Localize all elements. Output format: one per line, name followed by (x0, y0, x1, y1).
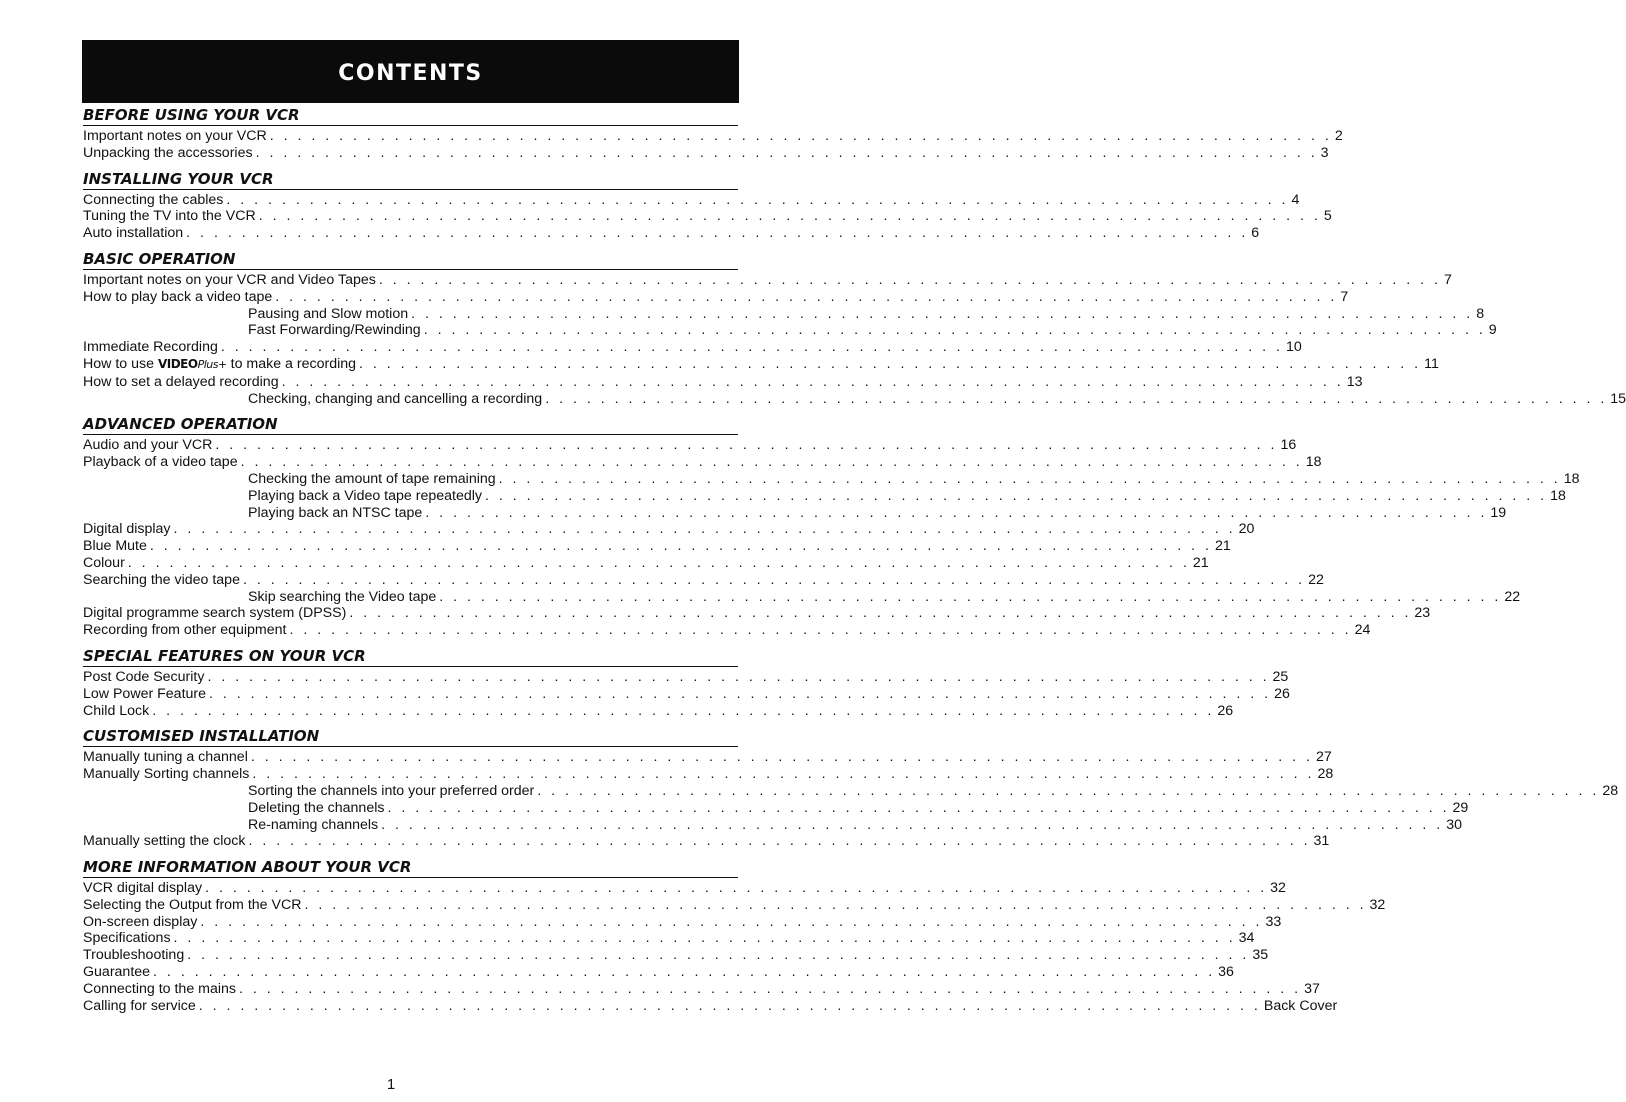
toc-entry[interactable] (83, 521, 1255, 538)
entry-page: 16 (1280, 437, 1297, 454)
toc-entry[interactable] (83, 749, 1332, 766)
entry-page: 7 (1443, 271, 1452, 288)
leader-dots: . . . . . . . . . . . . . . . . . . . . . . . . . . . . . . . . . . . . . . . . . . . . . . . . . . . . . . . . . . . . . . . . . . . . . . . . . . . . . (250, 749, 1313, 766)
page-title: CONTENTS (338, 61, 483, 86)
entry-label: Audio and your VCR (83, 437, 213, 454)
toc-entry[interactable] (83, 947, 1269, 964)
toc-entry[interactable] (83, 128, 1343, 145)
entry-label: Digital programme search system (DPSS) (83, 605, 347, 622)
entry-page: 11 (1424, 355, 1439, 372)
leader-dots: . . . . . . . . . . . . . . . . . . . . . . . . . . . . . . . . . . . . . . . . . . . . . . . . . . . . . . . . . . . . . . . . . . . . . . . . . . . . . (248, 833, 1311, 850)
toc-entry[interactable] (83, 668, 1289, 686)
entry-page: 2 (1334, 128, 1343, 144)
leader-dots: . . . . . . . . . . . . . . . . . . . . . . . . . . . . . . . . . . . . . . . . . . . . . . . . . . . . . . . . . . . . . . . . . . . . . . . . . . . . . (173, 930, 1236, 947)
toc-section (83, 726, 1619, 850)
entry-page: 37 (1304, 980, 1320, 997)
toc-entry[interactable] (83, 880, 1286, 897)
section-heading: CUSTOMISED INSTALLATION (83, 726, 738, 747)
entry-label: Colour (83, 554, 125, 571)
entry-label: Pausing and Slow motion (248, 305, 409, 322)
leader-dots: . . . . . . . . . . . . . . . . . . . . . . . . . . . . . . . . . . . . . . . . . . . . . . . . . . . . . . . . . . . . . . . . . . . . . . . . . . . . . (215, 437, 1278, 454)
entry-page: 6 (1251, 225, 1260, 242)
videoplus-logo (158, 357, 227, 371)
toc-entry[interactable] (83, 605, 1431, 622)
entry-label: Manually tuning a channel (83, 749, 248, 766)
entry-label: Specifications (83, 930, 171, 947)
entry-page: 4 (1291, 191, 1300, 208)
entry-page: 8 (1476, 305, 1485, 322)
entry-page: 35 (1252, 947, 1269, 964)
toc-entry[interactable] (83, 339, 1302, 356)
toc-entry[interactable] (83, 538, 1231, 555)
table-of-contents (83, 105, 1626, 1021)
leader-dots: . . . . . . . . . . . . . . . . . . . . . . . . . . . . . . . . . . . . . . . . . . . . . . . . . . . . . . . . . . . . . . . . . . . . . . . . . . . . . (240, 454, 1303, 471)
leader-dots: . . . . . . . . . . . . . . . . . . . . . . . . . . . . . . . . . . . . . . . . . . . . . . . . . . . . . . . . . . . . . . . . . . . . . . . . . . . . . (269, 128, 1332, 144)
toc-entry[interactable] (83, 305, 1485, 323)
toc-entry[interactable] (83, 504, 1507, 522)
section-heading: BEFORE USING YOUR VCR (83, 105, 738, 126)
toc-section (83, 169, 1332, 242)
leader-dots: . . . . . . . . . . . . . . . . . . . . . . . . . . . . . . . . . . . . . . . . . . . . . . . . . . . . . . . . . . . . . . . . . . . . . . . . . . . . . (209, 685, 1272, 702)
entry-label: Post Code Security (83, 668, 205, 685)
entry-page: 15 (1610, 390, 1626, 407)
entry-label: Connecting the cables (83, 191, 224, 208)
entry-label: Immediate Recording (83, 339, 218, 356)
entry-label: Guarantee (83, 964, 151, 981)
entry-label: Recording from other equipment (83, 622, 287, 639)
entry-page: 36 (1218, 964, 1234, 981)
toc-section (83, 105, 1343, 162)
entry-page: 7 (1340, 288, 1349, 305)
entry-page: 22 (1308, 571, 1324, 588)
entry-page: 9 (1488, 322, 1497, 339)
entry-label-text: How to use (83, 355, 154, 372)
toc-entry[interactable] (83, 373, 1363, 391)
toc-entry[interactable] (83, 913, 1282, 931)
toc-entry[interactable] (83, 322, 1497, 339)
entry-page: 26 (1217, 702, 1234, 719)
leader-dots: . . . . . . . . . . . . . . . . . . . . . . . . . . . . . . . . . . . . . . . . . . . . . . . . . . . . . . . . . . . . . . . . . . . . . . . . . . . . . (205, 880, 1268, 897)
toc-entry[interactable] (83, 554, 1209, 572)
entry-label: Playback of a video tape (83, 454, 238, 471)
entry-label: How to play back a video tape (83, 288, 273, 305)
entry-page: 32 (1270, 880, 1286, 897)
toc-entry[interactable] (83, 997, 1338, 1015)
leader-dots: . . . . . . . . . . . . . . . . . . . . . . . . . . . . . . . . . . . . . . . . . . . . . . . . . . . . . . . . . . . . . . . . . . . . . . . . . . . . . (387, 799, 1450, 816)
leader-dots: . . . . . . . . . . . . . . . . . . . . . . . . . . . . . . . . . . . . . . . . . . . . . . . . . . . . . . . . . . . . . . . . . . . . . . . . . . . . . (381, 816, 1444, 833)
entry-page: 33 (1265, 913, 1282, 930)
videoplus-logo-text: VIDEO (157, 356, 198, 371)
contents-banner (82, 40, 739, 103)
toc-entry[interactable] (83, 487, 1566, 505)
entry-page: Back Cover (1263, 997, 1338, 1014)
entry-page: 21 (1214, 538, 1231, 555)
leader-dots: . . . . . . . . . . . . . . . . . . . . . . . . . . . . . . . . . . . . . . . . . . . . . . . . . . . . . . . . . . . . . . . . . . . . . . . . . . . . . (359, 355, 1422, 372)
entry-label: Calling for service (83, 997, 196, 1014)
leader-dots: . . . . . . . . . . . . . . . . . . . . . . . . . . . . . . . . . . . . . . . . . . . . . . . . . . . . . . . . . . . . . . . . . . . . . . . . . . . . . (411, 305, 1474, 322)
leader-dots: . . . . . . . . . . . . . . . . . . . . . . . . . . . . . . . . . . . . . . . . . . . . . . . . . . . . . . . . . . . . . . . . . . . . . . . . . . . . . (207, 668, 1270, 685)
leader-dots: . . . . . . . . . . . . . . . . . . . . . . . . . . . . . . . . . . . . . . . . . . . . . . . . . . . . . . . . . . . . . . . . . . . . . . . . . . . . . (152, 702, 1215, 719)
toc-entry[interactable] (83, 571, 1324, 589)
entry-label: Blue Mute (83, 538, 147, 555)
entry-label: Child Lock (83, 702, 150, 719)
toc-entry[interactable] (83, 702, 1234, 720)
section-heading: SPECIAL FEATURES ON YOUR VCR (83, 646, 738, 667)
toc-entry[interactable] (83, 766, 1334, 783)
entry-label: Playing back a Video tape repeatedly (248, 487, 482, 504)
toc-entry[interactable] (83, 191, 1300, 209)
leader-dots: . . . . . . . . . . . . . . . . . . . . . . . . . . . . . . . . . . . . . . . . . . . . . . . . . . . . . . . . . . . . . . . . . . . . . . . . . . . . . (252, 766, 1315, 783)
toc-section (83, 857, 1386, 1014)
toc-entry[interactable] (83, 622, 1371, 639)
leader-dots: . . . . . . . . . . . . . . . . . . . . . . . . . . . . . . . . . . . . . . . . . . . . . . . . . . . . . . . . . . . . . . . . . . . . . . . . . . . . . (304, 896, 1367, 913)
entry-label: Checking, changing and cancelling a recording (248, 390, 543, 407)
leader-dots: . . . . . . . . . . . . . . . . . . . . . . . . . . . . . . . . . . . . . . . . . . . . . . . . . . . . . . . . . . . . . . . . . . . . . . . . . . . . . (289, 622, 1352, 639)
leader-dots: . . . . . . . . . . . . . . . . . . . . . . . . . . . . . . . . . . . . . . . . . . . . . . . . . . . . . . . . . . . . . . . . . . . . . . . . . . . . . (173, 521, 1236, 538)
toc-entry[interactable] (83, 454, 1322, 471)
entry-page: 18 (1550, 487, 1566, 504)
videoplus-logo-suffix: Plus+ (197, 357, 227, 371)
entry-label: Fast Forwarding/Rewinding (248, 322, 421, 339)
entry-page: 29 (1452, 799, 1469, 816)
leader-dots: . . . . . . . . . . . . . . . . . . . . . . . . . . . . . . . . . . . . . . . . . . . . . . . . . . . . . . . . . . . . . . . . . . . . . . . . . . . . . (423, 322, 1486, 339)
section-heading: BASIC OPERATION (83, 249, 738, 270)
toc-entry[interactable] (83, 144, 1329, 162)
entry-page: 30 (1446, 816, 1463, 833)
entry-page: 28 (1317, 766, 1334, 783)
entry-label: Manually setting the clock (83, 833, 246, 850)
entry-label (83, 356, 356, 374)
entry-label: Checking the amount of tape remaining (248, 470, 496, 487)
toc-entry[interactable] (83, 208, 1332, 225)
toc-section (83, 249, 1626, 407)
leader-dots: . . . . . . . . . . . . . . . . . . . . . . . . . . . . . . . . . . . . . . . . . . . . . . . . . . . . . . . . . . . . . . . . . . . . . . . . . . . . . (239, 980, 1302, 997)
entry-label: Sorting the channels into your preferred order (248, 782, 535, 799)
entry-page: 13 (1346, 373, 1363, 390)
entry-label: Digital display (83, 521, 171, 538)
page-number: 1 (386, 1076, 396, 1093)
entry-page: 31 (1313, 833, 1330, 850)
toc-entry[interactable] (83, 470, 1580, 488)
entry-label: Connecting to the mains (83, 980, 237, 997)
section-heading: ADVANCED OPERATION (83, 414, 738, 435)
entry-page: 23 (1414, 605, 1431, 622)
entry-page: 10 (1285, 339, 1302, 356)
leader-dots: . . . . . . . . . . . . . . . . . . . . . . . . . . . . . . . . . . . . . . . . . . . . . . . . . . . . . . . . . . . . . . . . . . . . . . . . . . . . . (258, 208, 1321, 225)
leader-dots: . . . . . . . . . . . . . . . . . . . . . . . . . . . . . . . . . . . . . . . . . . . . . . . . . . . . . . . . . . . . . . . . . . . . . . . . . . . . . (439, 588, 1502, 605)
entry-label: Playing back an NTSC tape (248, 504, 423, 521)
entry-page: 21 (1192, 554, 1209, 571)
leader-dots: . . . . . . . . . . . . . . . . . . . . . . . . . . . . . . . . . . . . . . . . . . . . . . . . . . . . . . . . . . . . . . . . . . . . . . . . . . . . . (226, 191, 1289, 208)
leader-dots: . . . . . . . . . . . . . . . . . . . . . . . . . . . . . . . . . . . . . . . . . . . . . . . . . . . . . . . . . . . . . . . . . . . . . . . . . . . . . (498, 470, 1561, 487)
toc-entry[interactable] (83, 799, 1469, 817)
leader-dots: . . . . . . . . . . . . . . . . . . . . . . . . . . . . . . . . . . . . . . . . . . . . . . . . . . . . . . . . . . . . . . . . . . . . . . . . . . . . . (545, 390, 1608, 407)
toc-entry[interactable] (83, 930, 1255, 947)
entry-label: Important notes on your VCR and Video Tapes (83, 271, 376, 288)
toc-entry[interactable] (83, 896, 1386, 914)
leader-dots: . . . . . . . . . . . . . . . . . . . . . . . . . . . . . . . . . . . . . . . . . . . . . . . . . . . . . . . . . . . . . . . . . . . . . . . . . . . . . (200, 913, 1263, 930)
leader-dots: . . . . . . . . . . . . . . . . . . . . . . . . . . . . . . . . . . . . . . . . . . . . . . . . . . . . . . . . . . . . . . . . . . . . . . . . . . . . . (242, 571, 1306, 588)
entry-label: Important notes on your VCR (83, 128, 267, 144)
entry-label: Re-naming channels (248, 816, 379, 833)
leader-dots: . . . . . . . . . . . . . . . . . . . . . . . . . . . . . . . . . . . . . . . . . . . . . . . . . . . . . . . . . . . . . . . . . . . . . . . . . . . . . (537, 782, 1600, 799)
leader-dots: . . . . . . . . . . . . . . . . . . . . . . . . . . . . . . . . . . . . . . . . . . . . . . . . . . . . . . . . . . . . . . . . . . . . . . . . . . . . . (281, 373, 1344, 390)
leader-dots: . . . . . . . . . . . . . . . . . . . . . . . . . . . . . . . . . . . . . . . . . . . . . . . . . . . . . . . . . . . . . . . . . . . . . . . . . . . . . (127, 554, 1190, 571)
leader-dots: . . . . . . . . . . . . . . . . . . . . . . . . . . . . . . . . . . . . . . . . . . . . . . . . . . . . . . . . . . . . . . . . . . . . . . . . . . . . . (220, 339, 1283, 356)
entry-label: Deleting the channels (248, 799, 385, 816)
toc-entry[interactable] (83, 980, 1320, 998)
toc-entry[interactable] (83, 685, 1290, 703)
entry-label: Unpacking the accessories (83, 144, 253, 161)
entry-page: 20 (1238, 521, 1255, 538)
entry-page: 26 (1274, 685, 1290, 702)
entry-page: 32 (1369, 896, 1386, 913)
entry-page: 5 (1323, 208, 1332, 225)
leader-dots: . . . . . . . . . . . . . . . . . . . . . . . . . . . . . . . . . . . . . . . . . . . . . . . . . . . . . . . . . . . . . . . . . . . . . . . . . . . . . (186, 225, 1249, 242)
leader-dots: . . . . . . . . . . . . . . . . . . . . . . . . . . . . . . . . . . . . . . . . . . . . . . . . . . . . . . . . . . . . . . . . . . . . . . . . . . . . . (425, 504, 1488, 521)
entry-label: VCR digital display (83, 880, 203, 897)
entry-page: 34 (1238, 930, 1255, 947)
leader-dots: . . . . . . . . . . . . . . . . . . . . . . . . . . . . . . . . . . . . . . . . . . . . . . . . . . . . . . . . . . . . . . . . . . . . . . . . . . . . . (198, 997, 1261, 1014)
entry-label: Tuning the TV into the VCR (83, 208, 256, 225)
entry-page: 22 (1504, 588, 1521, 605)
entry-label: Low Power Feature (83, 685, 207, 702)
toc-entry[interactable] (83, 437, 1297, 454)
toc-entry[interactable] (83, 964, 1234, 981)
entry-label: Troubleshooting (83, 947, 185, 964)
leader-dots: . . . . . . . . . . . . . . . . . . . . . . . . . . . . . . . . . . . . . . . . . . . . . . . . . . . . . . . . . . . . . . . . . . . . . . . . . . . . . (255, 144, 1318, 161)
leader-dots: . . . . . . . . . . . . . . . . . . . . . . . . . . . . . . . . . . . . . . . . . . . . . . . . . . . . . . . . . . . . . . . . . . . . . . . . . . . . . (149, 538, 1212, 555)
entry-page: 27 (1315, 749, 1332, 766)
toc-entry[interactable] (83, 390, 1626, 408)
leader-dots: . . . . . . . . . . . . . . . . . . . . . . . . . . . . . . . . . . . . . . . . . . . . . . . . . . . . . . . . . . . . . . . . . . . . . . . . . . . . . (187, 947, 1250, 964)
entry-page: 28 (1602, 782, 1619, 799)
entry-label: Auto installation (83, 225, 184, 242)
toc-entry[interactable] (83, 782, 1619, 800)
leader-dots: . . . . . . . . . . . . . . . . . . . . . . . . . . . . . . . . . . . . . . . . . . . . . . . . . . . . . . . . . . . . . . . . . . . . . . . . . . . . . (349, 605, 1412, 622)
entry-page: 24 (1354, 622, 1371, 639)
toc-entry[interactable] (83, 271, 1452, 289)
entry-label: On-screen display (83, 913, 198, 930)
entry-label: Manually Sorting channels (83, 766, 250, 783)
toc-entry[interactable] (83, 288, 1349, 306)
entry-page: 3 (1320, 144, 1329, 161)
leader-dots: . . . . . . . . . . . . . . . . . . . . . . . . . . . . . . . . . . . . . . . . . . . . . . . . . . . . . . . . . . . . . . . . . . . . . . . . . . . . . (378, 271, 1441, 288)
entry-label: Selecting the Output from the VCR (83, 896, 302, 913)
toc-entry[interactable] (83, 225, 1260, 242)
entry-label: Searching the video tape (83, 571, 240, 588)
toc-entry[interactable] (83, 355, 1439, 374)
entry-label: How to set a delayed recording (83, 373, 279, 390)
leader-dots: . . . . . . . . . . . . . . . . . . . . . . . . . . . . . . . . . . . . . . . . . . . . . . . . . . . . . . . . . . . . . . . . . . . . . . . . . . . . . (153, 964, 1216, 981)
entry-label-text: to make a recording (230, 355, 357, 372)
entry-label: Skip searching the Video tape (248, 588, 437, 605)
toc-section (83, 414, 1580, 639)
toc-entry[interactable] (83, 588, 1521, 606)
leader-dots: . . . . . . . . . . . . . . . . . . . . . . . . . . . . . . . . . . . . . . . . . . . . . . . . . . . . . . . . . . . . . . . . . . . . . . . . . . . . . (485, 487, 1548, 504)
section-heading: INSTALLING YOUR VCR (83, 169, 738, 190)
toc-entry[interactable] (83, 816, 1463, 834)
section-heading: MORE INFORMATION ABOUT YOUR VCR (83, 857, 738, 878)
entry-page: 18 (1563, 470, 1580, 487)
toc-entry[interactable] (83, 833, 1330, 850)
entry-page: 19 (1490, 504, 1507, 521)
leader-dots: . . . . . . . . . . . . . . . . . . . . . . . . . . . . . . . . . . . . . . . . . . . . . . . . . . . . . . . . . . . . . . . . . . . . . . . . . . . . . (275, 288, 1338, 305)
entry-page: 25 (1272, 668, 1289, 685)
toc-section (83, 646, 1290, 719)
entry-page: 18 (1305, 454, 1322, 471)
